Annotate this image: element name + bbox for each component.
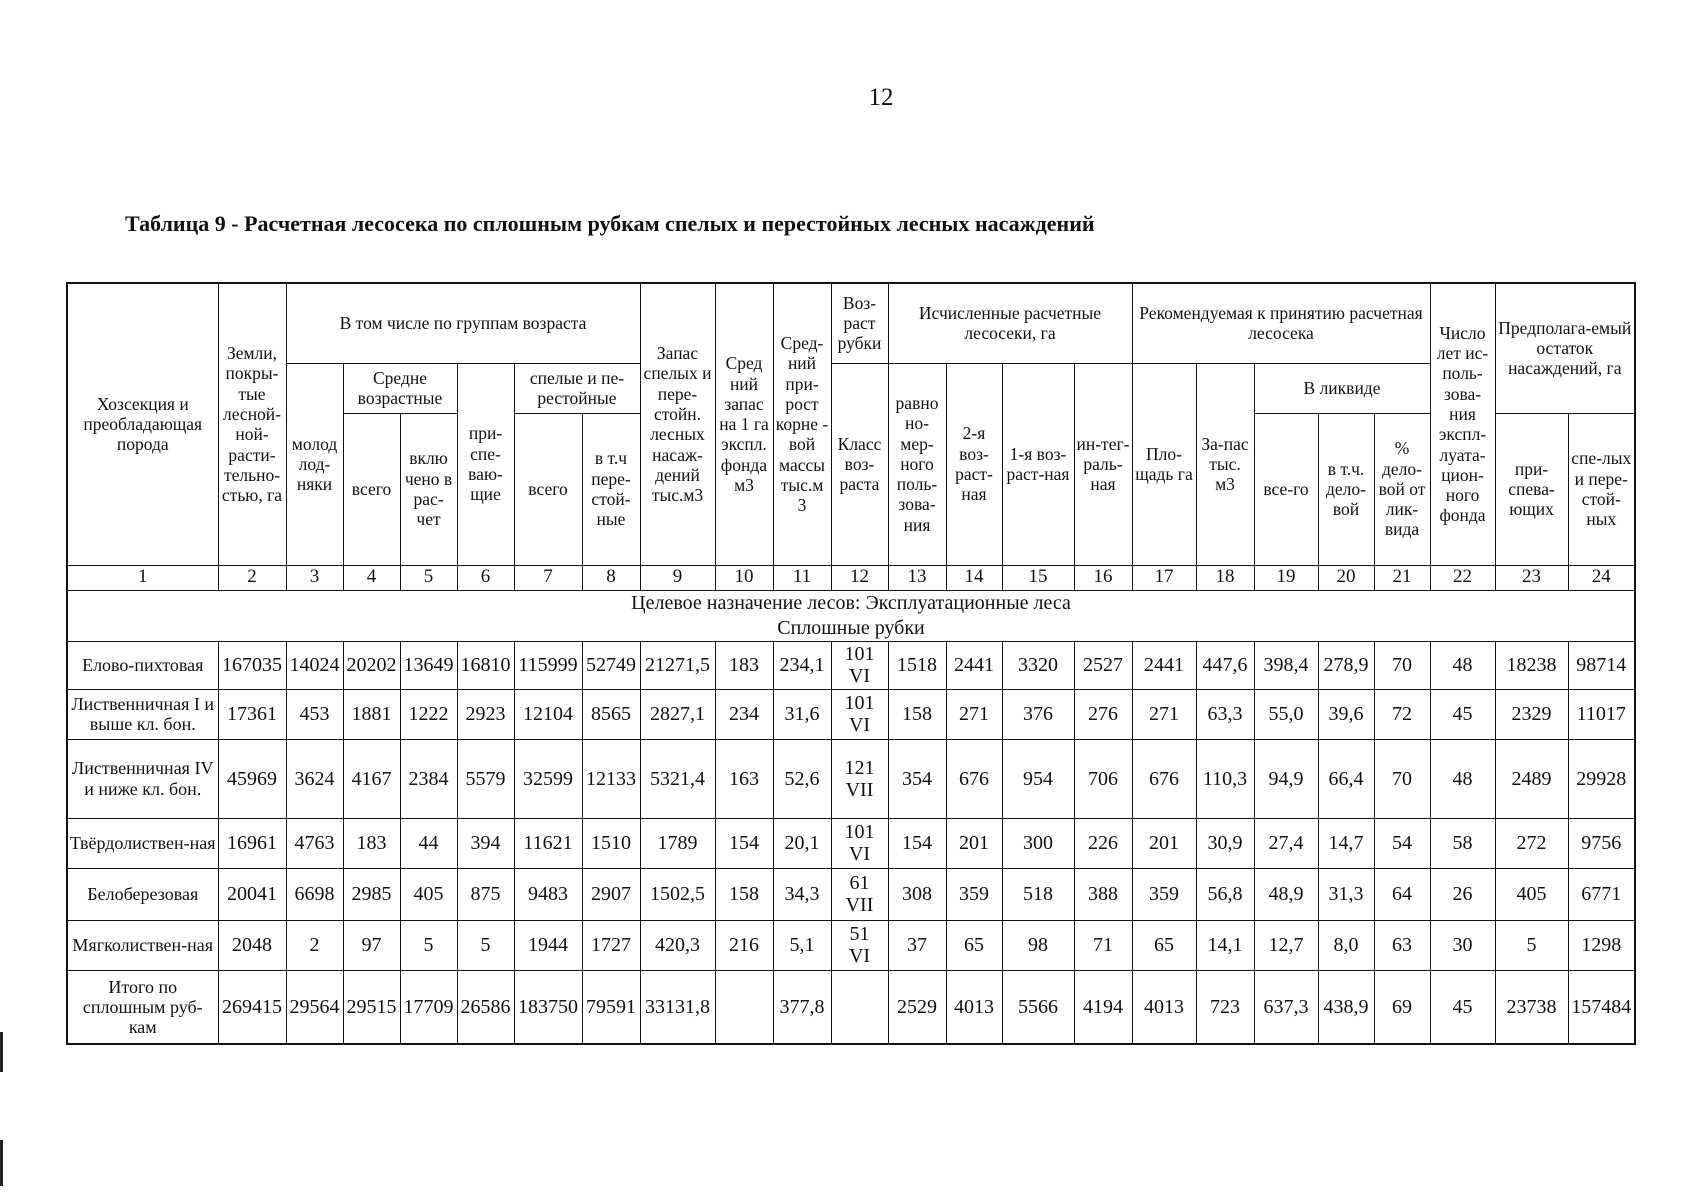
row-value-col-11: 5,1 <box>773 920 831 970</box>
row-value-col-2: 45969 <box>218 739 286 818</box>
column-number: 12 <box>831 565 888 590</box>
row-value-col-14: 201 <box>946 818 1002 868</box>
row-value-col-8: 1727 <box>582 920 640 970</box>
row-value-col-7: 183750 <box>514 970 582 1044</box>
row-value-col-17: 4013 <box>1132 970 1196 1044</box>
row-value-col-11: 377,8 <box>773 970 831 1044</box>
row-value-col-14: 4013 <box>946 970 1002 1044</box>
row-value-col-4: 2985 <box>343 868 400 920</box>
row-value-col-15: 376 <box>1002 689 1074 739</box>
header-age-groups: В том числе по группам возраста <box>286 283 640 363</box>
row-value-col-4: 20202 <box>343 641 400 689</box>
header-middle-total: всего <box>343 413 400 565</box>
row-value-col-5: 13649 <box>400 641 457 689</box>
row-value-col-3: 453 <box>286 689 343 739</box>
header-mature-total: всего <box>514 413 582 565</box>
row-value-col-13: 2529 <box>888 970 946 1044</box>
row-value-col-18: 56,8 <box>1196 868 1254 920</box>
row-value-col-15: 954 <box>1002 739 1074 818</box>
row-value-col-9: 2827,1 <box>640 689 715 739</box>
row-value-col-23: 2489 <box>1495 739 1568 818</box>
header-liquid-commercial: в т.ч. дело-вой <box>1318 413 1374 565</box>
row-value-col-8: 79591 <box>582 970 640 1044</box>
row-value-col-19: 27,4 <box>1254 818 1318 868</box>
row-breed-name: Итого по сплошным руб-кам <box>67 970 218 1044</box>
row-value-col-13: 354 <box>888 739 946 818</box>
row-value-col-24: 1298 <box>1568 920 1635 970</box>
row-value-col-7: 115999 <box>514 641 582 689</box>
row-value-col-14: 676 <box>946 739 1002 818</box>
column-number: 10 <box>715 565 773 590</box>
header-remaining: Предполага-емый остаток насаждений, га <box>1495 283 1635 413</box>
column-number: 23 <box>1495 565 1568 590</box>
row-value-col-4: 4167 <box>343 739 400 818</box>
row-value-col-17: 271 <box>1132 689 1196 739</box>
row-value-col-24: 6771 <box>1568 868 1635 920</box>
row-value-col-16: 4194 <box>1074 970 1132 1044</box>
row-value-col-9: 5321,4 <box>640 739 715 818</box>
column-number: 17 <box>1132 565 1196 590</box>
row-value-col-22: 26 <box>1430 868 1495 920</box>
header-premature: при-спе-ваю-щие <box>457 363 514 565</box>
row-value-col-3: 4763 <box>286 818 343 868</box>
header-recommended-area: Рекомендуемая к принятию расчетная лесосека <box>1132 283 1430 363</box>
row-value-col-22: 48 <box>1430 641 1495 689</box>
header-age-class: Класс воз-раста <box>831 363 888 565</box>
row-value-col-2: 20041 <box>218 868 286 920</box>
row-cutting-age: 51 <box>849 923 870 945</box>
column-number: 24 <box>1568 565 1635 590</box>
row-value-col-6: 26586 <box>457 970 514 1044</box>
row-value-col-22: 45 <box>1430 970 1495 1044</box>
row-cutting-age: 101 <box>844 643 875 665</box>
section-purpose: Целевое назначение лесов: Эксплуатационные леса <box>631 591 1071 614</box>
row-value-col-5: 1222 <box>400 689 457 739</box>
row-value-col-16: 706 <box>1074 739 1132 818</box>
row-age-class-roman: VI <box>848 665 871 687</box>
row-value-col-20: 8,0 <box>1318 920 1374 970</box>
row-value-col-18: 723 <box>1196 970 1254 1044</box>
row-value-col-15: 98 <box>1002 920 1074 970</box>
row-value-col-18: 30,9 <box>1196 818 1254 868</box>
row-value-col-23: 405 <box>1495 868 1568 920</box>
row-value-col-20: 438,9 <box>1318 970 1374 1044</box>
row-value-col-18: 447,6 <box>1196 641 1254 689</box>
row-breed-name: Белоберезовая <box>67 868 218 920</box>
column-number: 15 <box>1002 565 1074 590</box>
row-value-col-20: 39,6 <box>1318 689 1374 739</box>
row-value-col-10: 154 <box>715 818 773 868</box>
row-value-col-20: 31,3 <box>1318 868 1374 920</box>
row-value-col-15: 3320 <box>1002 641 1074 689</box>
column-number: 6 <box>457 565 514 590</box>
table-row <box>67 818 1635 868</box>
row-value-col-10: 158 <box>715 868 773 920</box>
row-value-col-23: 23738 <box>1495 970 1568 1044</box>
column-number: 9 <box>640 565 715 590</box>
cutting-area-table <box>66 282 1636 1045</box>
row-value-col-5: 405 <box>400 868 457 920</box>
row-value-col-20: 14,7 <box>1318 818 1374 868</box>
header-stock: За-пас тыс. м3 <box>1196 363 1254 565</box>
header-avg-stock: Сред ний запас на 1 га экспл. фонда м3 <box>715 283 773 565</box>
row-value-col-15: 518 <box>1002 868 1074 920</box>
row-value-col-7: 12104 <box>514 689 582 739</box>
page-number: 12 <box>868 84 894 111</box>
column-number: 4 <box>343 565 400 590</box>
header-area: Пло-щадь га <box>1132 363 1196 565</box>
row-value-col-21: 72 <box>1374 689 1430 739</box>
row-age-class-roman: VI <box>848 945 871 967</box>
row-value-col-13: 37 <box>888 920 946 970</box>
row-value-col-6: 2923 <box>457 689 514 739</box>
header-first-age: 1-я воз-раст-ная <box>1002 363 1074 565</box>
row-value-col-6: 5579 <box>457 739 514 818</box>
row-value-col-7: 11621 <box>514 818 582 868</box>
row-age-class-roman: VII <box>845 778 874 801</box>
row-cutting-age: 61 <box>849 872 870 894</box>
header-remaining-premature: при-спева-ющих <box>1495 413 1568 565</box>
row-value-col-19: 398,4 <box>1254 641 1318 689</box>
row-value-col-4: 29515 <box>343 970 400 1044</box>
row-value-col-10: 183 <box>715 641 773 689</box>
column-number: 8 <box>582 565 640 590</box>
column-number: 7 <box>514 565 582 590</box>
row-value-col-20: 278,9 <box>1318 641 1374 689</box>
row-value-col-16: 276 <box>1074 689 1132 739</box>
row-value-col-11: 34,3 <box>773 868 831 920</box>
header-forested-land: Земли, покры-тые лесной-ной-расти-тельно-стью, га <box>218 283 286 565</box>
header-middle-included: вклю чено в рас-чет <box>400 413 457 565</box>
row-value-col-23: 2329 <box>1495 689 1568 739</box>
row-age-class <box>831 818 888 868</box>
row-value-col-6: 875 <box>457 868 514 920</box>
header-middle-aged: Средне возрастные <box>343 363 457 413</box>
row-value-col-24: 157484 <box>1568 970 1635 1044</box>
row-value-col-19: 48,9 <box>1254 868 1318 920</box>
row-cutting-age: 101 <box>844 821 875 843</box>
table-row <box>67 920 1635 970</box>
row-value-col-17: 201 <box>1132 818 1196 868</box>
row-value-col-7: 9483 <box>514 868 582 920</box>
row-value-col-21: 69 <box>1374 970 1430 1044</box>
section-cutting-type: Сплошные рубки <box>777 616 925 639</box>
row-value-col-22: 58 <box>1430 818 1495 868</box>
column-number: 16 <box>1074 565 1132 590</box>
row-value-col-5: 5 <box>400 920 457 970</box>
row-breed-name: Мягколиствен-ная <box>67 920 218 970</box>
row-value-col-16: 388 <box>1074 868 1132 920</box>
row-value-col-7: 32599 <box>514 739 582 818</box>
row-value-col-17: 676 <box>1132 739 1196 818</box>
column-number: 3 <box>286 565 343 590</box>
row-value-col-3: 3624 <box>286 739 343 818</box>
column-number: 22 <box>1430 565 1495 590</box>
row-value-col-6: 16810 <box>457 641 514 689</box>
row-value-col-3: 6698 <box>286 868 343 920</box>
row-value-col-5: 2384 <box>400 739 457 818</box>
row-value-col-15: 5566 <box>1002 970 1074 1044</box>
row-value-col-5: 44 <box>400 818 457 868</box>
row-value-col-22: 45 <box>1430 689 1495 739</box>
row-value-col-18: 110,3 <box>1196 739 1254 818</box>
row-value-col-7: 1944 <box>514 920 582 970</box>
row-value-col-21: 64 <box>1374 868 1430 920</box>
row-cutting-age: 101 <box>844 692 875 714</box>
table-row <box>67 641 1635 689</box>
row-value-col-10: 234 <box>715 689 773 739</box>
row-value-col-16: 226 <box>1074 818 1132 868</box>
row-value-col-22: 48 <box>1430 739 1495 818</box>
header-liquid: В ликвиде <box>1254 363 1430 413</box>
row-value-col-2: 269415 <box>218 970 286 1044</box>
column-number: 5 <box>400 565 457 590</box>
row-value-col-2: 17361 <box>218 689 286 739</box>
column-number: 2 <box>218 565 286 590</box>
header-liquid-total: все-го <box>1254 413 1318 565</box>
table-row <box>67 970 1635 1044</box>
header-avg-growth: Сред-ний при-рост корне - вой массы тыс.м 3 <box>773 283 831 565</box>
row-value-col-2: 167035 <box>218 641 286 689</box>
table-caption: Таблица 9 - Расчетная лесосека по сплошным рубкам спелых и перестойных лесных насаждений <box>125 211 1095 236</box>
row-value-col-8: 1510 <box>582 818 640 868</box>
column-number: 11 <box>773 565 831 590</box>
header-overmature: в т.ч пере-стой-ные <box>582 413 640 565</box>
row-value-col-5: 17709 <box>400 970 457 1044</box>
row-age-class <box>831 641 888 689</box>
section-title <box>67 590 1635 641</box>
header-remaining-mature: спе-лых и пере-стой-ных <box>1568 413 1635 565</box>
header-calculated-areas: Исчисленные расчетные лесосеки, га <box>888 283 1132 363</box>
row-value-col-16: 71 <box>1074 920 1132 970</box>
table-row <box>67 689 1635 739</box>
row-age-class-roman: VII <box>845 894 874 916</box>
row-value-col-8: 52749 <box>582 641 640 689</box>
row-age-class <box>831 868 888 920</box>
row-value-col-24: 98714 <box>1568 641 1635 689</box>
row-value-col-24: 9756 <box>1568 818 1635 868</box>
row-value-col-17: 359 <box>1132 868 1196 920</box>
row-value-col-10 <box>715 970 773 1044</box>
row-value-col-11: 234,1 <box>773 641 831 689</box>
header-young: молод лод-няки <box>286 363 343 565</box>
column-number: 18 <box>1196 565 1254 590</box>
margin-mark <box>0 1140 3 1186</box>
row-value-col-8: 8565 <box>582 689 640 739</box>
column-number: 19 <box>1254 565 1318 590</box>
header-years-of-use: Число лет ис-поль-зова-ния экспл-луата-цион-ного фонда <box>1430 283 1495 565</box>
row-value-col-6: 394 <box>457 818 514 868</box>
row-value-col-20: 66,4 <box>1318 739 1374 818</box>
row-value-col-11: 52,6 <box>773 739 831 818</box>
header-cutting-age: Воз-раст рубки <box>831 283 888 363</box>
row-value-col-19: 55,0 <box>1254 689 1318 739</box>
row-value-col-9: 420,3 <box>640 920 715 970</box>
row-value-col-13: 154 <box>888 818 946 868</box>
row-value-col-14: 359 <box>946 868 1002 920</box>
row-breed-name: Твёрдолиствен-ная <box>67 818 218 868</box>
header-mature-stock: Запас спелых и пере-стойн. лесных насаж-дений тыс.м3 <box>640 283 715 565</box>
table-row <box>67 868 1635 920</box>
row-value-col-4: 97 <box>343 920 400 970</box>
row-value-col-10: 216 <box>715 920 773 970</box>
row-value-col-24: 11017 <box>1568 689 1635 739</box>
row-value-col-14: 65 <box>946 920 1002 970</box>
row-value-col-13: 1518 <box>888 641 946 689</box>
row-value-col-11: 20,1 <box>773 818 831 868</box>
row-value-col-17: 2441 <box>1132 641 1196 689</box>
column-number: 1 <box>67 565 218 590</box>
row-age-class <box>831 920 888 970</box>
row-value-col-21: 63 <box>1374 920 1430 970</box>
table-row <box>67 739 1635 818</box>
row-value-col-8: 12133 <box>582 739 640 818</box>
row-value-col-23: 5 <box>1495 920 1568 970</box>
header-integral: ин-тег-раль-ная <box>1074 363 1132 565</box>
row-value-col-23: 18238 <box>1495 641 1568 689</box>
header-mature: спелые и пе-рестойные <box>514 363 640 413</box>
row-value-col-6: 5 <box>457 920 514 970</box>
row-age-class-roman: VI <box>848 843 871 865</box>
row-value-col-19: 637,3 <box>1254 970 1318 1044</box>
row-value-col-11: 31,6 <box>773 689 831 739</box>
row-age-class <box>831 689 888 739</box>
row-value-col-4: 1881 <box>343 689 400 739</box>
row-age-class <box>831 739 888 818</box>
header-breed: Хозсекция и преобладающая порода <box>67 283 218 565</box>
row-value-col-14: 271 <box>946 689 1002 739</box>
row-value-col-3: 2 <box>286 920 343 970</box>
row-value-col-13: 308 <box>888 868 946 920</box>
row-value-col-23: 272 <box>1495 818 1568 868</box>
row-cutting-age: 121 <box>844 756 875 779</box>
row-value-col-9: 33131,8 <box>640 970 715 1044</box>
row-value-col-16: 2527 <box>1074 641 1132 689</box>
column-number: 13 <box>888 565 946 590</box>
row-value-col-2: 16961 <box>218 818 286 868</box>
column-number: 14 <box>946 565 1002 590</box>
row-value-col-9: 1789 <box>640 818 715 868</box>
row-value-col-9: 1502,5 <box>640 868 715 920</box>
row-value-col-8: 2907 <box>582 868 640 920</box>
row-age-class <box>831 970 888 1044</box>
row-value-col-17: 65 <box>1132 920 1196 970</box>
header-liquid-percent: % дело-вой от лик-вида <box>1374 413 1430 565</box>
header-uniform-use: равно но-мер-ного поль-зова-ния <box>888 363 946 565</box>
row-value-col-22: 30 <box>1430 920 1495 970</box>
row-value-col-21: 70 <box>1374 641 1430 689</box>
row-value-col-21: 70 <box>1374 739 1430 818</box>
column-number: 21 <box>1374 565 1430 590</box>
row-value-col-18: 14,1 <box>1196 920 1254 970</box>
row-value-col-15: 300 <box>1002 818 1074 868</box>
row-value-col-24: 29928 <box>1568 739 1635 818</box>
row-value-col-9: 21271,5 <box>640 641 715 689</box>
row-value-col-3: 14024 <box>286 641 343 689</box>
margin-mark <box>0 1032 3 1072</box>
row-value-col-19: 94,9 <box>1254 739 1318 818</box>
row-breed-name: Елово-пихтовая <box>67 641 218 689</box>
row-value-col-3: 29564 <box>286 970 343 1044</box>
row-value-col-4: 183 <box>343 818 400 868</box>
row-value-col-14: 2441 <box>946 641 1002 689</box>
row-value-col-18: 63,3 <box>1196 689 1254 739</box>
row-value-col-10: 163 <box>715 739 773 818</box>
row-value-col-13: 158 <box>888 689 946 739</box>
header-second-age: 2-я воз-раст-ная <box>946 363 1002 565</box>
column-number: 20 <box>1318 565 1374 590</box>
row-value-col-19: 12,7 <box>1254 920 1318 970</box>
row-breed-name: Лиственничная IV и ниже кл. бон. <box>67 739 218 818</box>
row-breed-name: Лиственничная I и выше кл. бон. <box>67 689 218 739</box>
row-value-col-21: 54 <box>1374 818 1430 868</box>
row-value-col-2: 2048 <box>218 920 286 970</box>
row-age-class-roman: VI <box>848 714 871 736</box>
